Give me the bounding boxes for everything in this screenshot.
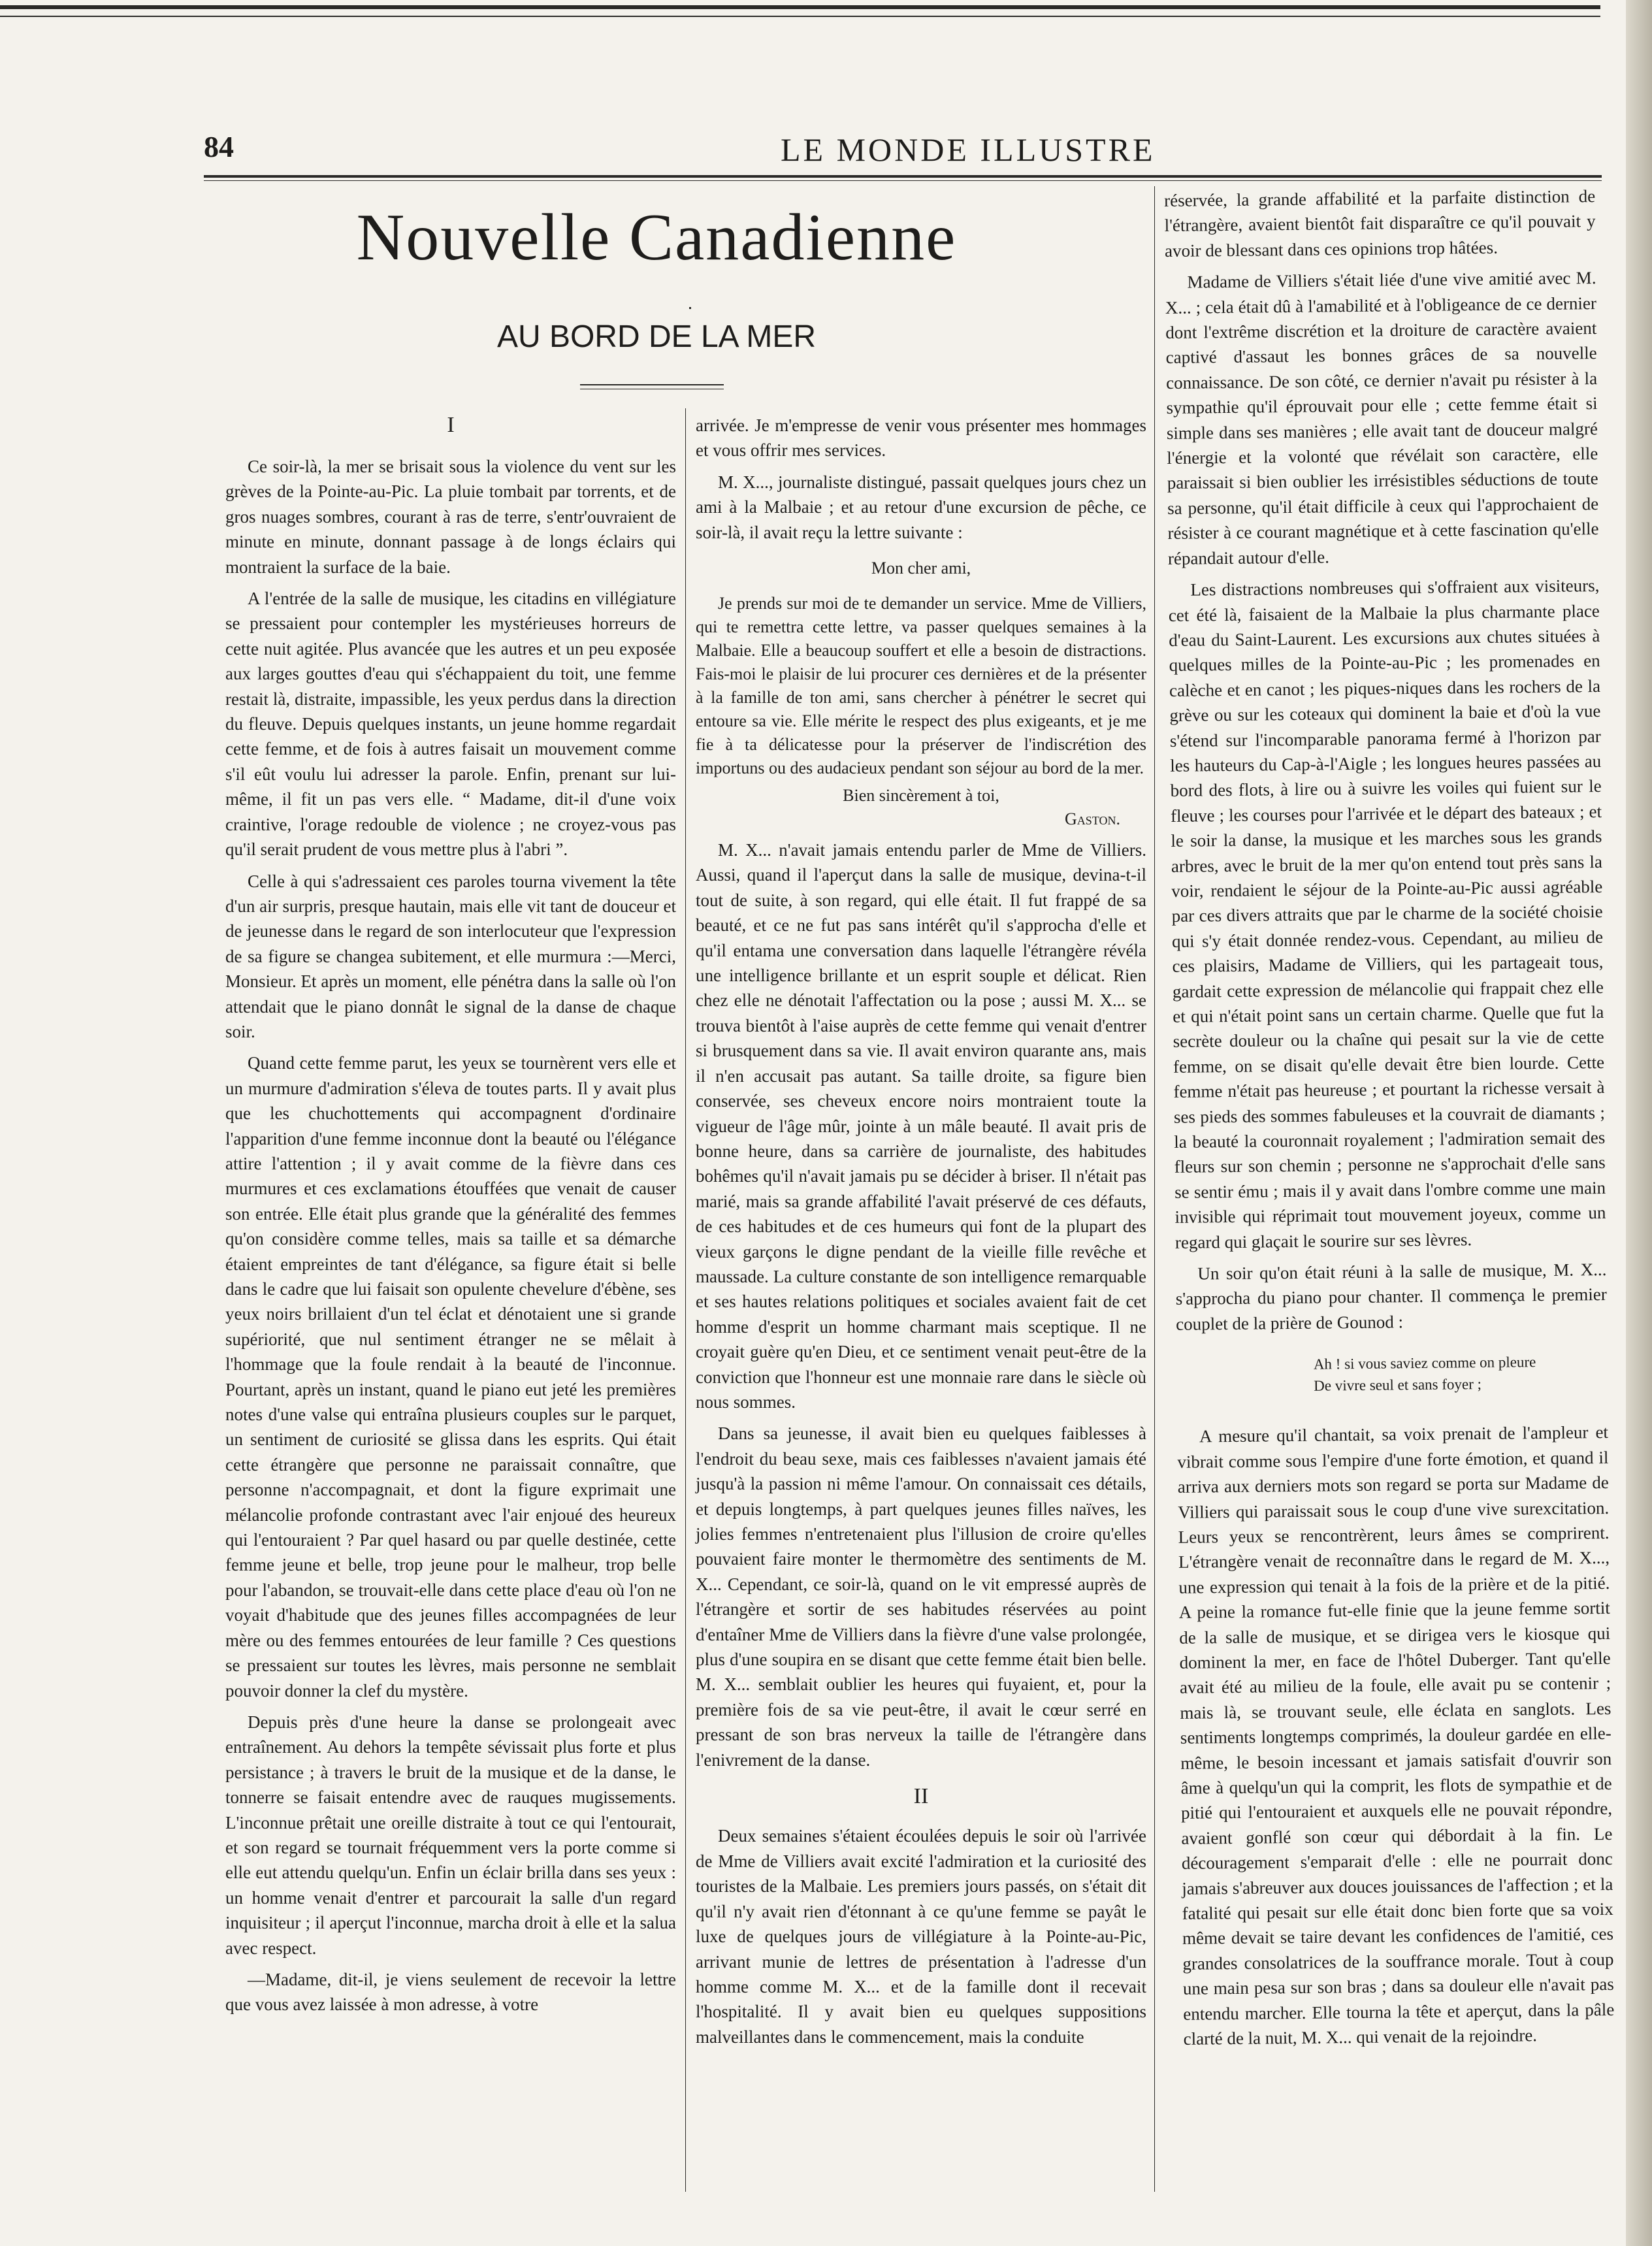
- paragraph: —Madame, dit-il, je viens seulement de recevoir la lettre que vous avez laissée à mon adresse, à votre: [225, 1969, 676, 2015]
- masthead: LE MONDE ILLUSTRE: [781, 131, 1156, 168]
- page-number: 84: [204, 130, 234, 163]
- paragraph: arrivée. Je m'empresse de venir vous présenter mes hommages et vous offrir mes services.: [696, 415, 1146, 461]
- paragraph: Celle à qui s'adressaient ces paroles tourna vivement la tête d'un air surpris, presque hautain, mais elle vit tant de douceur et de jeunesse dans le regard de son interlocuteur que l'expression de sa figure se changea subitement, et elle murmura :—Merci, Monsieur. Et après un moment, elle pénétra dans la salle où l'on attendait que le piano donnât le signal de la danse de chaque soir.: [225, 871, 676, 1041]
- column-divider-1: [685, 408, 686, 2192]
- paragraph: Les distractions nombreuses qui s'offraient aux visiteurs, cet été là, faisaient de la Malbaie la plus charmante place d'eau du Saint-Laurent. Les excursions aux chutes situées à quelques milles de la Pointe-au-Pic ; les promenades en calèche et en canot ; les piques-niques dans les rochers de la grève ou sur les coteaux qui dominent la baie et d'où la vue s'étend sur l'incomparable panorama fermé à l'horizon par les hauteurs du Cap-à-l'Aigle ; les longues heures passées au bord des flots, à lire ou à suivre les voiles qui fuient sur le fleuve ; les courses pour l'arrivée et le départ des bateaux ; et le soir la danse, la musique et les marches sous les grands arbres, avec le bruit de la mer qu'on entend tout près sans la voir, rendaient le séjour de la Pointe-au-Pic aussi agréable par ces divers attraits que par le charme de la société choisie qui s'y était donnée rendez-vous. Cependant, au milieu de ces plaisirs, Madame de Villiers, qui les partageait tous, gardait cette expression de mélancolie qui frappait chez elle et qui n'était point sans un certain charme. Quelle que fut la secrète douleur ou la chaîne qui pesait sur la vie de cette femme, on se disait qu'elle devait être bien lourde. Cette femme n'était pas heureuse ; et pourtant la richesse versait à ses pieds des sommes fabuleuses et la couvrait de diamants ; la beauté la couronnait royalement ; l'admiration semait des fleurs sur son chemin ; personne ne s'approchait d'elle sans se sentir ému ; mais il y avait dans l'ombre comme une main invisible qui réprimait tout mouvement joyeux, comme un regard qui glaçait le sourire sur ses lèvres.: [1168, 576, 1606, 1252]
- paragraph: Un soir qu'on était réuni à la salle de musique, M. X... s'approcha du piano pour chanter. Il commença le premier couplet de la prière de Gounod :: [1175, 1260, 1607, 1334]
- paragraph: Depuis près d'une heure la danse se prolongeait avec entraînement. Au dehors la tempête sévissait plus forte et plus persistance ; à travers le bruit de la musique et de la danse, le tonnerre se faisait entendre avec de rauques mugissements. L'inconnue prêtait une oreille distraite à tout ce qui l'entourait, et son regard se tournait fréquemment vers la porte comme si elle eut attendu quelqu'un. Enfin un éclair brilla dans ses yeux : un homme venait d'entrer et parcourait la salle d'un regard inquisiteur ; il aperçut l'inconnue, marcha droit à elle et la salua avec respect.: [225, 1712, 676, 1958]
- top-border-rule-thin: [0, 16, 1600, 17]
- verse-line: Ah ! si vous saviez comme on pleure: [1313, 1354, 1536, 1373]
- top-border-rule: [0, 5, 1600, 9]
- column-divider-2: [1154, 186, 1155, 2192]
- paragraph: A l'entrée de la salle de musique, les citadins en villégiature se pressaient pour contempler les mystérieuses horreurs de cette nuit agitée. Plus avancée que les autres et un peu exposée aux larges gouttes d'eau qui s'échappaient du toit, une femme restait là, distraite, impassible, les yeux perdus dans la direction du fleuve. Depuis quelques instants, un jeune homme regardait cette femme, et de fois à autres faisait un mouvement comme s'il eût voulu lui adresser la parole. Enfin, prenant sur lui-même, il fit un pas vers elle. “ Madame, dit-il d'une voix craintive, l'orage redouble de violence ; ne croyez-vous pas qu'il serait prudent de vous mettre plus à l'abri ”.: [225, 589, 676, 860]
- letter-block: [696, 557, 1146, 831]
- chapter-heading-1: I: [447, 413, 455, 437]
- page-edge-shadow: [1626, 0, 1652, 2246]
- title-ornament-rule: [689, 307, 691, 309]
- story-title: Nouvelle Canadienne: [356, 201, 957, 274]
- paragraph: M. X..., journaliste distingué, passait quelques jours chez un ami à la Malbaie ; et au retour d'une excursion de pêche, ce soir-là, il avait reçu la lettre suivante :: [696, 472, 1146, 542]
- column-2: [696, 413, 1146, 2056]
- column-3: [1164, 184, 1615, 2058]
- story-subtitle: AU BORD DE LA MER: [496, 319, 817, 354]
- paragraph: Quand cette femme parut, les yeux se tournèrent vers elle et un murmure d'admiration s'éleva de toutes parts. Il y avait plus que les chuchottements qui accompagnent d'ordinaire l'apparition d'une femme inconnue dont la beauté ou l'élégance attire l'attention ; il y avait comme de la fièvre dans ces murmures et ces exclamations étouffées que venait de causer son entrée. Elle était plus grande que la généralité des femmes qu'on considère comme telles, mais sa taille et sa démarche étaient empreintes de tant d'élégance, sa figure était si belle dans le cadre que lui faisait son opulente chevelure d'ébène, ses yeux noirs brillaient d'un tel éclat et dénotaient une si grande supériorité, que nul sentiment étranger ne se mêlait à l'hommage que la foule rendait à la beauté de l'inconnue. Pourtant, après un instant, quand le piano eut jeté les premières notes d'une valse qui entraîna plusieurs couples sur le parquet, un sentiment de curiosité se glissa dans les esprits. Qui était cette étrangère que personne ne paraissait connaître, que personne n'accompagnait, et dont la figure exprimait une mélancolie profonde contrastant avec l'air enjoué des heureux qui l'entouraient ? Par quel hasard ou par quelle destinée, cette femme jeune et belle, trop jeune pour le malheur, trop belle pour l'abandon, se trouvait-elle dans cette place d'eau où l'on ne voyait d'habitude que des jeunes filles accompagnées de leur mère ou des femmes entourées de leur famille ? Ces questions se pressaient sur toutes les lèvres, mais personne ne semblait pouvoir donner la clef du mystère.: [225, 1053, 676, 1701]
- verse-line: De vivre seul et sans foyer ;: [1314, 1376, 1482, 1394]
- song-verse: [1176, 1350, 1608, 1398]
- subtitle-rule: [580, 384, 724, 385]
- column-1: [225, 454, 676, 2024]
- paragraph: Deux semaines s'étaient écoulées depuis le soir où l'arrivée de Mme de Villiers avait excité l'admiration et la curiosité des touristes de la Malbaie. Les premiers jours passés, on s'était dit qu'il n'y avait rien d'étonnant à ce qu'une femme se payât le luxe de quelques jours de villégiature à la Pointe-au-Pic, arrivant munie de lettres de présentation à l'adresse d'un homme comme M. X... et de la famille dont il recevait l'hospitalité. Il y avait bien eu quelques suppositions malveillantes dans le commencement, mais la conduite: [696, 1826, 1146, 2047]
- paragraph: réservée, la grande affabilité et la parfaite distinction de l'étrangère, avaient bientôt fait disparaître ce qu'il pouvait y avoir de blessant dans ces opinions trop hâtées.: [1164, 186, 1596, 261]
- paragraph: Ce soir-là, la mer se brisait sous la violence du vent sur les grèves de la Pointe-au-Pic. La pluie tombait par torrents, et de gros nuages sombres, courant à ras de terre, s'entr'ouvraient de minute en minute, donnant passage à de longs éclairs qui montraient la surface de la baie.: [225, 457, 676, 577]
- paragraph: M. X... n'avait jamais entendu parler de Mme de Villiers. Aussi, quand il l'aperçut dans la salle de musique, devina-t-il tout de suite, à son regard, qui elle était. Il fut frappé de sa beauté, et ce ne fut pas sans intérêt qu'il s'approcha d'elle et qu'il entama une conversation dans laquelle l'étrangère révéla une intelligence brillante et un esprit souple et délicat. Rien chez elle ne dénotait l'affectation ou la pose ; aussi M. X... se trouva bientôt à l'aise auprès de cette femme qui venait d'entrer si brusquement dans sa vie. Il avait environ quarante ans, mais il n'en accusait pas autant. Sa taille droite, sa figure bien conservée, ses cheveux encore noirs montraient toute la vigueur de l'âge mûr, jointe à un mâle beauté. Il avait pris de bonne heure, dans sa carrière de journaliste, des habitudes bohêmes qu'il n'avait jamais pu se décider à briser. Il n'était pas marié, mais sa grande affabilité l'avait préservé de ces défauts, de ces habitudes et de ces humeurs qui font de la plupart des vieux garçons le digne pendant de la vieille fille revêche et maussade. La culture constante de son intelligence remarquable et ses hautes relations politiques et sociales avaient fait de cet homme d'esprit un homme charmant mais sceptique. Il ne croyait guère qu'en Dieu, et ce sentiment venait peut-être de la conviction que l'honneur est une monnaie rare dans le siècle où nous sommes.: [696, 840, 1146, 1412]
- letter-closing: Bien sincèrement à toi,: [843, 786, 999, 806]
- header-rule: [204, 175, 1602, 178]
- paragraph: A mesure qu'il chantait, sa voix prenait de l'ampleur et vibrait comme sous l'empire d'une forte émotion, et quand il arriva aux derniers mots son regard se porta sur Madame de Villiers qui paraissait sous le coup d'une vive surexcitation. Leurs yeux se rencontrèrent, leurs âmes se comprirent. L'étrangère venait de reconnaître dans le regard de M. X..., une expression qui tenait à la fois de la prière et de la pitié. A peine la romance fut-elle finie que la jeune femme sortit de la salle de musique, et se dirigea vers le kiosque qui dominent la mer, en face de l'hôtel Duberger. Tant qu'elle avait été au milieu de la foule, elle avait pu se contenir ; mais là, se trouvant seule, elle éclata en sanglots. Les sentiments longtemps comprimés, la douleur gardée en elle-même, le besoin incessant et jamais satisfait d'ouvrir son âme à quelqu'un qui la comprit, les flots de sympathie et de pitié qui l'entouraient et auxquels elle ne pouvait répondre, avaient gonflé son cœur qui débordait à la fin. Le découragement s'emparait d'elle : elle ne pourrait donc jamais s'abreuver aux douces jouissances de l'affection ; et la fatalité qui pesait sur elle était donc bien forte que sa voix même devait se taire devant les confidences de l'amitié, ces grandes consolatrices de la souffrance morale. Tout à coup une main pesa sur son bras ; dans sa douleur elle n'avait pas entendu marcher. Elle tourna la tête et aperçut, dans la pâle clarté de la nuit, M. X... qui venait de la rejoindre.: [1177, 1422, 1615, 2049]
- letter-body: Je prends sur moi de te demander un service. Mme de Villiers, qui te remettra cette lettre, va passer quelques semaines à la Malbaie. Elle a beaucoup souffert et elle a besoin de distractions. Fais-moi le plaisir de lui procurer ces dernières et de la présenter à la famille de ton ami, sans chercher à pénétrer le secret qui entoure sa vie. Elle mérite le respect des plus exigeants, et je me fie à ta délicatesse pour la préserver de l'indiscrétion des importuns ou des audacieux pendant son séjour au bord de la mer.: [696, 594, 1146, 778]
- header-rule-thin: [204, 180, 1602, 181]
- chapter-heading-2: II: [913, 1784, 929, 1809]
- letter-salutation: Mon cher ami,: [871, 559, 971, 578]
- paragraph: Madame de Villiers s'était liée d'une vive amitié avec M. X... ; cela était dû à l'amabilité et à l'obligeance de ce dernier dont l'extrême discrétion et la droiture de caractère avaient captivé d'assaut les bonnes grâces de sa nouvelle connaissance. De son côté, ce dernier n'avait pu résister à la sympathie qu'il éprouvait pour elle ; cette femme était si simple dans ses manières ; elle avait tant de douceur malgré l'énergie et la volonté que révélait son caractère, elle paraissait si bien oublier les irrésistibles séductions de toute sa personne, qu'il était difficile à ceux qui l'approchaient de résister à ce courant magnétique et à cette fascination qu'elle répandait autour d'elle.: [1165, 268, 1599, 568]
- letter-signature: Gaston.: [1065, 809, 1120, 829]
- paragraph: Dans sa jeunesse, il avait bien eu quelques faiblesses à l'endroit du beau sexe, mais ces faiblesses n'avaient jamais été jusqu'à la passion ni même l'amour. On connaissait ces détails, et depuis longtemps, à part quelques jeunes filles naïves, les jolies femmes n'entretenaient plus l'illusion de croire qu'elles pouvaient faire monter le thermomètre des sentiments de M. X... Cependant, ce soir-là, quand on le vit empressé auprès de l'étrangère et sortir de ses habitudes réservées au point d'entaîner Mme de Villiers dans la fièvre d'une valse prolongée, plus d'une soupira en se disant que cette femme était bien belle. M. X... semblait oublier les heures qui fuyaient, et, pour la première fois de sa vie peut-être, il avait le cœur serré en pressant de son bras nerveux la taille de l'étrangère dans l'enivrement de la danse.: [696, 1424, 1146, 1770]
